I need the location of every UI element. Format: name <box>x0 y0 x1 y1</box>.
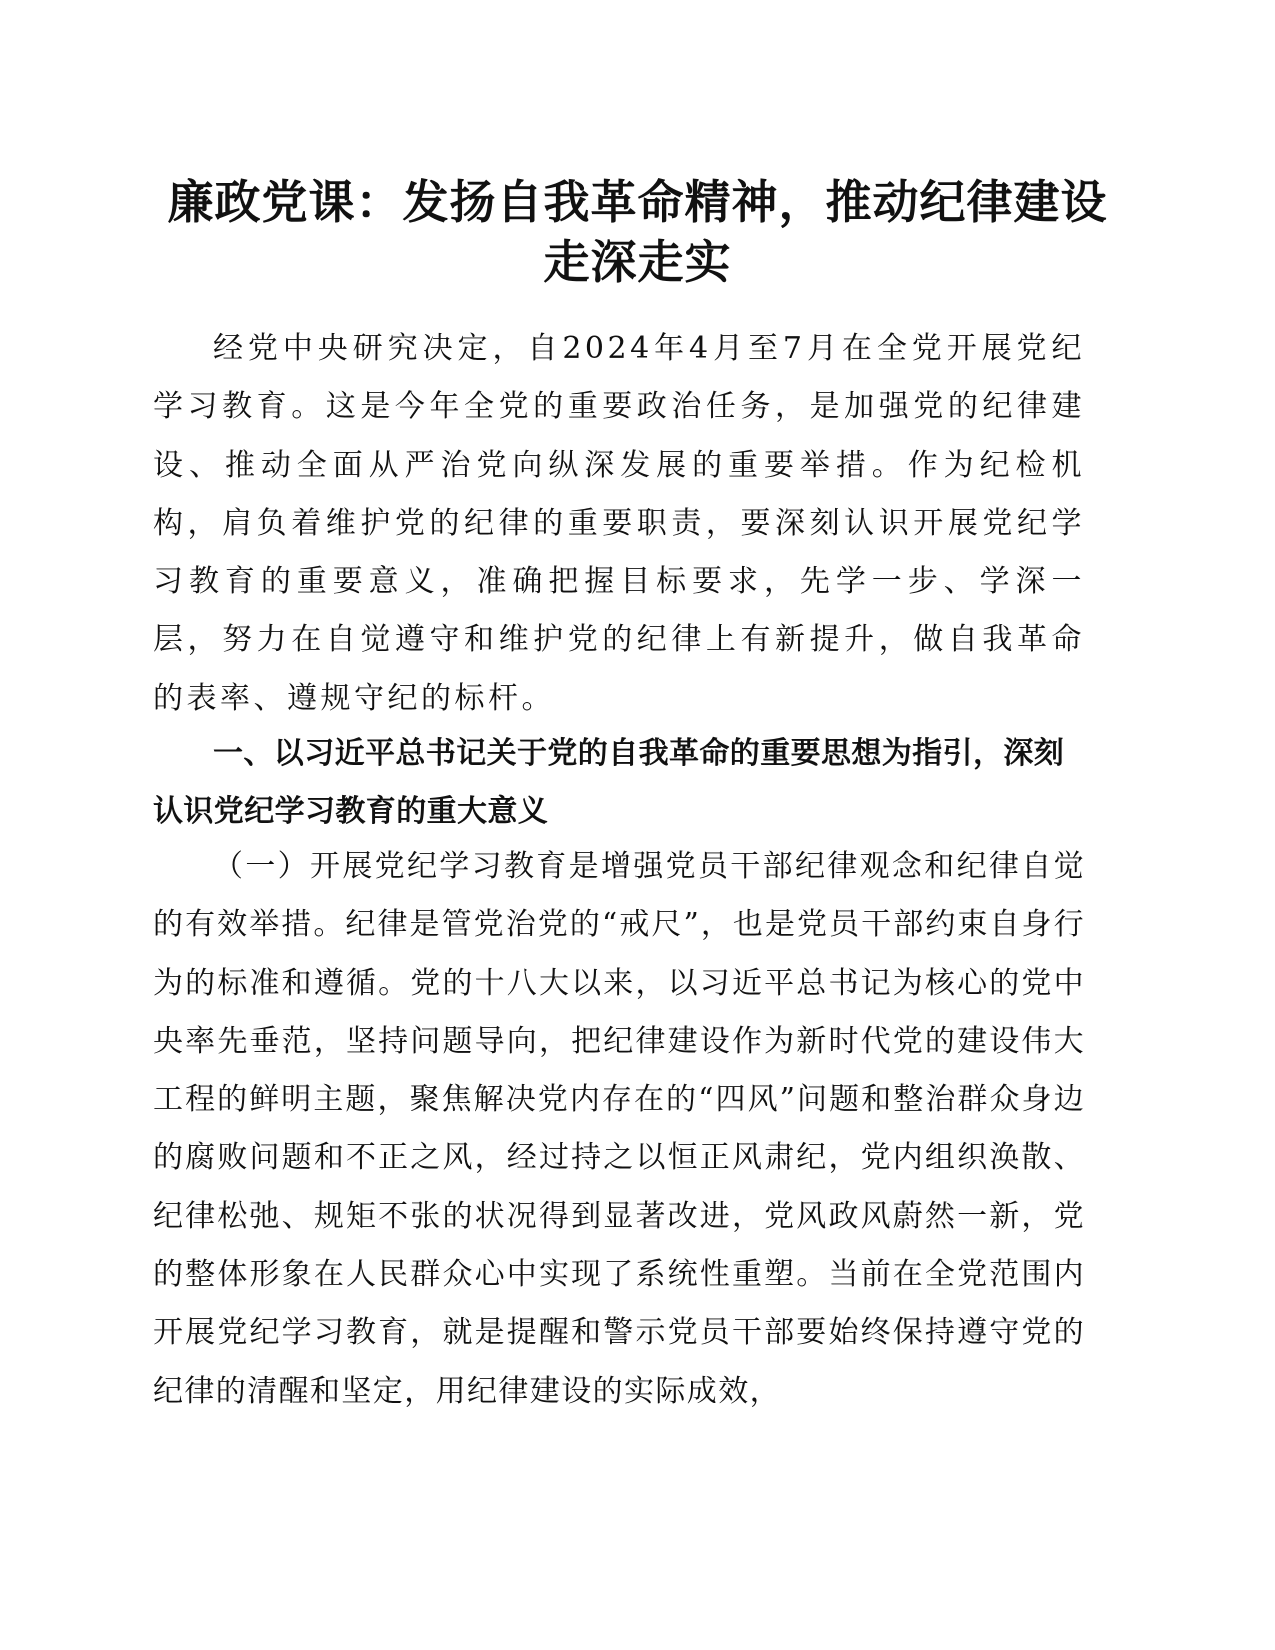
paragraph-intro: 经党中央研究决定，自2024年4月至7月在全党开展党纪学习教育。这是今年全党的重要政治任务，是加强党的纪律建设、推动全面从严治党向纵深发展的重要举措。作为纪检机构，肩负着维护党的纪律的重要职责，要深刻认识开展党纪学习教育的重要意义，准确把握目标要求，先学一步、学深一层，努力在自觉遵守和维护党的纪律上有新提升，做自我革命的表率、遵规守纪的标杆。 <box>153 331 1085 716</box>
document-title <box>150 172 1125 292</box>
title-line-1: 廉政党课：发扬自我革命精神，推动纪律建设 <box>167 175 1108 229</box>
title-line-2: 走深走实 <box>543 235 732 289</box>
section-heading-1: 一、以习近平总书记关于党的自我革命的重要思想为指引，深刻认识党纪学习教育的重大意义 <box>153 736 1065 829</box>
paragraph-section-1-1: （一）开展党纪学习教育是增强党员干部纪律观念和纪律自觉的有效举措。纪律是管党治党的“戒尺”，也是党员干部约束自身行为的标准和遵循。党的十八大以来，以习近平总书记为核心的党中央率先垂范，坚持问题导向，把纪律建设作为新时代党的建设伟大工程的鲜明主题，聚焦解决党内存在的“四风”问题和整治群众身边的腐败问题和不正之风，经过持之以恒正风肃纪，党内组织涣散、纪律松弛、规矩不张的状况得到显著改进，党风政风蔚然一新，党的整体形象在人民群众心中实现了系统性重塑。当前在全党范围内开展党纪学习教育，就是提醒和警示党员干部要始终保持遵守党的纪律的清醒和坚定，用纪律建设的实际成效， <box>153 849 1085 1409</box>
